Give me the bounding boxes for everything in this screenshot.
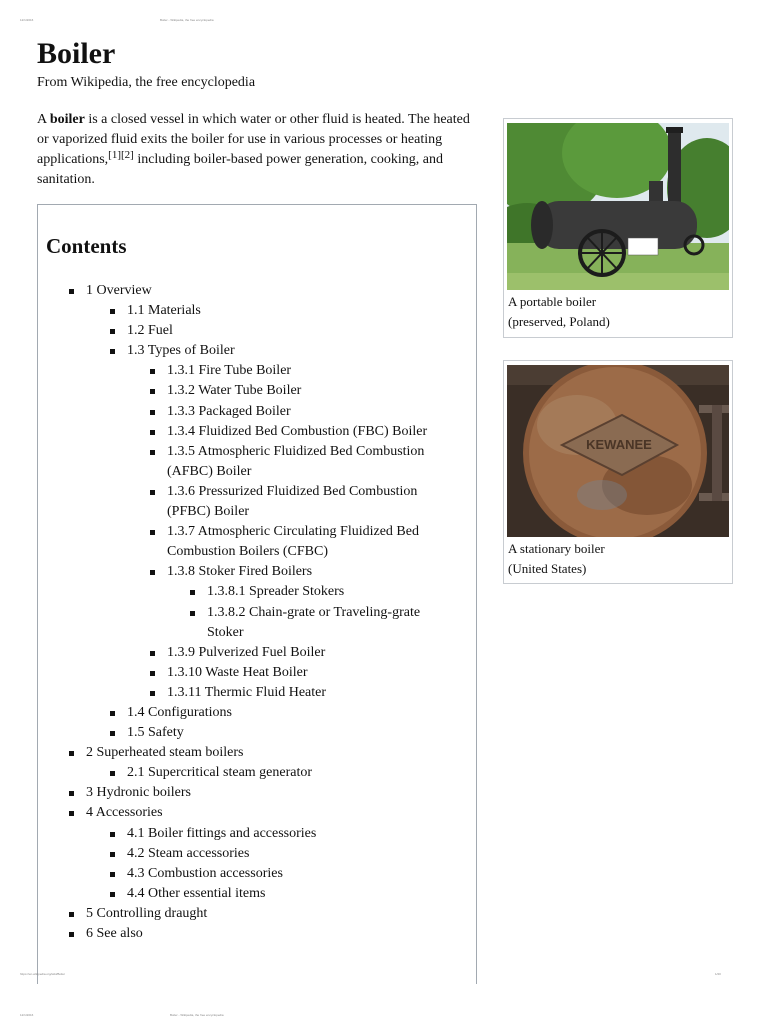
toc-link[interactable]: 1.3.3 Packaged Boiler [167, 403, 291, 419]
stationary-boiler-photo-icon [507, 365, 729, 537]
reference-link-1[interactable]: [1] [108, 149, 121, 161]
figure-caption-line-1: A stationary boiler [508, 541, 605, 556]
toc-link[interactable]: 4 Accessories [86, 805, 163, 821]
toc-link[interactable]: 1.3.5 Atmospheric Fluidized Bed Combustion (AFBC) Boiler [167, 443, 425, 479]
toc-list [38, 281, 478, 944]
toc-link[interactable]: 4.2 Steam accessories [127, 845, 250, 861]
page-title: Boiler [37, 37, 116, 70]
toc-link[interactable]: 1.1 Materials [127, 303, 201, 319]
toc-item [38, 783, 478, 803]
toc-link[interactable]: 1.3 Types of Boiler [127, 343, 235, 359]
toc-link[interactable]: 1.3.11 Thermic Fluid Heater [167, 684, 327, 700]
print-header-date: 12/1/2016 [20, 18, 34, 22]
toc-item [38, 442, 478, 482]
toc-item [38, 763, 478, 783]
toc-item [38, 402, 478, 422]
toc-link[interactable]: 2 Superheated steam boilers [86, 745, 244, 761]
toc-link[interactable]: 1 Overview [86, 283, 152, 298]
toc-link[interactable]: 1.3.1 Fire Tube Boiler [167, 363, 292, 379]
toc-item [38, 422, 478, 442]
toc-item [38, 301, 478, 321]
intro-text-2: including boiler-based power generation, cooking, and sanitation. [37, 152, 443, 187]
toc-link[interactable]: 2.1 Supercritical steam generator [127, 765, 313, 781]
toc-item [38, 904, 478, 924]
figure-caption-line-2: (preserved, Poland) [508, 314, 610, 329]
intro-bold-term: boiler [49, 112, 85, 127]
toc-link[interactable]: 1.3.2 Water Tube Boiler [167, 383, 302, 399]
toc-link[interactable]: 4.4 Other essential items [127, 885, 266, 901]
toc-link[interactable]: 6 See also [86, 926, 143, 941]
toc-link[interactable]: 1.4 Configurations [127, 704, 232, 720]
toc-item [38, 321, 478, 341]
toc-link[interactable]: 3 Hydronic boilers [86, 785, 191, 801]
toc-item [38, 884, 478, 904]
toc-link[interactable]: 5 Controlling draught [86, 905, 208, 921]
toc-item [38, 803, 478, 823]
toc-item [38, 562, 478, 582]
toc-item [38, 381, 478, 401]
toc-link[interactable]: 1.2 Fuel [127, 323, 173, 339]
toc-item [38, 924, 478, 944]
print-header-title: Boiler - Wikipedia, the free encyclopedia [160, 18, 214, 22]
table-of-contents [37, 204, 477, 984]
toc-item [38, 281, 478, 301]
toc-link[interactable]: 1.3.8.1 Spreader Stokers [207, 584, 345, 600]
toc-item [38, 723, 478, 743]
toc-link[interactable]: 4.1 Boiler fittings and accessories [127, 825, 317, 841]
toc-item [38, 663, 478, 683]
toc-item [38, 643, 478, 663]
toc-item [38, 703, 478, 723]
portable-boiler-photo-icon [507, 123, 729, 290]
reference-link-2[interactable]: [2] [120, 149, 134, 161]
figure-portable-boiler [503, 118, 733, 338]
toc-link[interactable]: 1.5 Safety [127, 725, 184, 741]
toc-item [38, 864, 478, 884]
toc-item [38, 361, 478, 381]
toc-item [38, 824, 478, 844]
figure-stationary-boiler [503, 360, 733, 584]
toc-item [38, 844, 478, 864]
figure-caption-line-2: (United States) [508, 561, 587, 576]
next-page-header-title: Boiler - Wikipedia, the free encyclopedia [170, 1013, 224, 1017]
toc-link[interactable]: 1.3.10 Waste Heat Boiler [167, 664, 308, 680]
next-page-header-date: 12/1/2016 [20, 1013, 34, 1017]
intro-paragraph [37, 110, 477, 190]
intro-prefix: A [37, 112, 50, 127]
figure-caption-line-1: A portable boiler [508, 294, 597, 309]
toc-item [38, 341, 478, 361]
toc-link[interactable]: 4.3 Combustion accessories [127, 865, 283, 881]
toc-item [38, 683, 478, 703]
toc-link[interactable]: 1.3.6 Pressurized Fluidized Bed Combustion (PFBC) Boiler [167, 483, 418, 520]
toc-link[interactable]: 1.3.8 Stoker Fired Boilers [167, 564, 313, 580]
page-subtitle: From Wikipedia, the free encyclopedia [37, 75, 256, 90]
toc-link[interactable]: 1.3.8.2 Chain-grate or Traveling-grate Stoker [207, 604, 421, 640]
intro-text-1: is a closed vessel in which water or other fluid is heated. The heated or vaporized fluid exits the boiler for use in various processes or heating applications, [37, 112, 470, 167]
toc-item [38, 743, 478, 763]
print-footer-url: https://en.wikipedia.org/wiki/Boiler [20, 972, 66, 976]
toc-link[interactable]: 1.3.7 Atmospheric Circulating Fluidized Bed Combustion Boilers (CFBC) [167, 524, 419, 560]
toc-link[interactable]: 1.3.9 Pulverized Fuel Boiler [167, 644, 326, 660]
boiler-plate-text: KEWANEE [586, 437, 652, 452]
toc-item [38, 482, 478, 522]
toc-item [38, 522, 478, 562]
print-footer-page: 1/20 [715, 972, 721, 976]
toc-item [38, 603, 478, 643]
toc-title: Contents [46, 234, 127, 258]
toc-link[interactable]: 1.3.4 Fluidized Bed Combustion (FBC) Boiler [167, 423, 428, 439]
toc-item [38, 582, 478, 602]
